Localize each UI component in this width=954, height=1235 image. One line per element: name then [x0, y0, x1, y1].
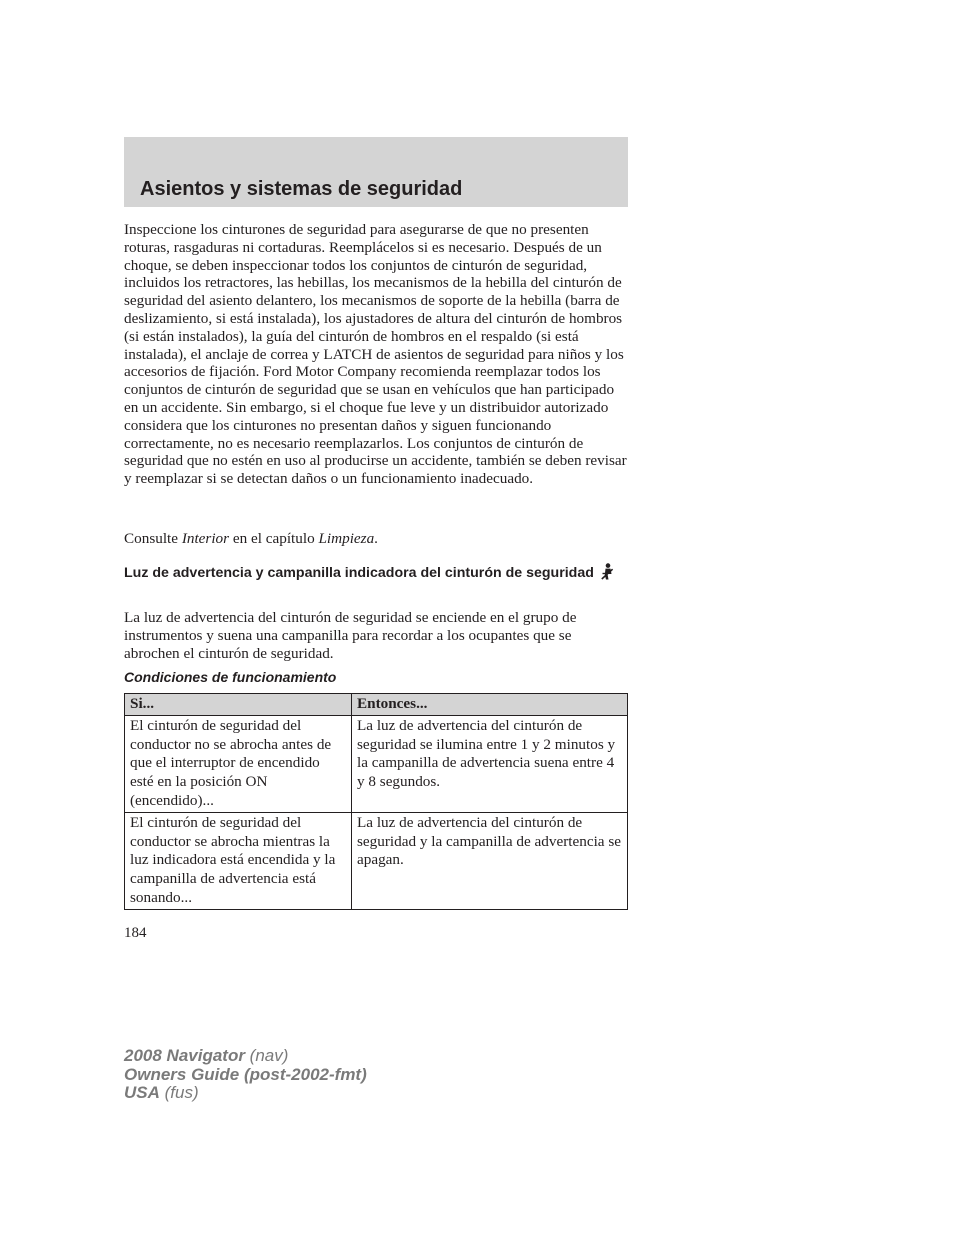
document-footer [124, 1047, 367, 1103]
table-header-row [125, 694, 628, 716]
seatbelt-inspection-paragraph: Inspeccione los cinturones de seguridad para asegurarse de que no presenten roturas, rasgaduras ni cortaduras. Reemplácelos si es necesario. Después de un choque, se deben inspeccionar todos los conjuntos de cinturón de seguridad, incluidos los retractores, las hebillas, los mecanismos de la hebilla del cinturón de seguridad del asiento delantero, los mecanismos de soporte de la hebilla (barra de deslizamiento, si está instalada), los ajustadores de altura del cinturón de hombros (si están instalados), la guía del cinturón de hombros en el respaldo (si está instalada), el anclaje de correa y LATCH de asientos de seguridad para niños y los accesorios de fijación. Ford Motor Company recomienda reemplazar todos los conjuntos de cinturón de seguridad que se usan en vehículos que han participado en un accidente. Sin embargo, si el choque fue leve y un distribuidor autorizado considera que los cinturones no presentan daños y siguen funcionando correctamente, no es necesario reemplazarlos. Los conjuntos de cinturón de seguridad que no estén en uso al producirse un accidente, también se deben revisar y reemplazar si se detectan daños o un funcionamiento inadecuado. [124, 221, 627, 488]
seatbelt-warning-icon [600, 563, 614, 580]
footer-line-market [124, 1084, 367, 1103]
consult-reference-paragraph [124, 530, 630, 548]
warning-light-description: La luz de advertencia del cinturón de seguridad se enciende en el grupo de instrumentos y suena una campanilla para recordar a los ocupantes que se abrochen el cinturón de seguridad. [124, 609, 577, 662]
footer-line-guide [124, 1066, 367, 1085]
table-cell-condition: El cinturón de seguridad del conductor no se abrocha antes de que el interruptor de encendido esté en la posición ON (encendido)... [125, 715, 352, 812]
column-header-if: Si... [125, 694, 352, 716]
cleaning-chapter-reference: Limpieza [318, 530, 375, 547]
subheading-text: Luz de advertencia y campanilla indicadora del cinturón de seguridad [124, 565, 594, 581]
footer-guide: Owners Guide (post-2002-fmt) [124, 1064, 367, 1084]
section-title: Asientos y sistemas de seguridad [140, 178, 463, 200]
interior-reference: Interior [181, 530, 230, 547]
section-header-band [124, 137, 628, 207]
footer-market: USA [124, 1083, 160, 1102]
footer-model: 2008 Navigator [124, 1046, 245, 1065]
warning-light-subheading [124, 563, 630, 583]
page-number: 184 [124, 925, 147, 941]
table-cell-result: La luz de advertencia del cinturón de seguridad se ilumina entre 1 y 2 minutos y la campanilla de advertencia suena entre 4 y 8 segundos. [352, 715, 628, 812]
table-caption: Condiciones de funcionamiento [124, 669, 337, 685]
table-cell-result: La luz de advertencia del cinturón de seguridad y la campanilla de advertencia se apagan. [352, 812, 628, 909]
table-row [125, 715, 628, 812]
consult-suffix: . [374, 530, 378, 547]
column-header-then: Entonces... [352, 694, 628, 716]
footer-line-model [124, 1047, 367, 1066]
table-cell-condition: El cinturón de seguridad del conductor se abrocha mientras la luz indicadora está encendida y la campanilla de advertencia está sonando... [125, 812, 352, 909]
footer-market-code: (fus) [159, 1083, 199, 1102]
table-row [125, 812, 628, 909]
consult-prefix: Consulte [124, 530, 182, 547]
footer-model-code: (nav) [244, 1046, 289, 1065]
consult-middle: en el capítulo [229, 530, 319, 547]
operating-conditions-table [124, 693, 628, 910]
